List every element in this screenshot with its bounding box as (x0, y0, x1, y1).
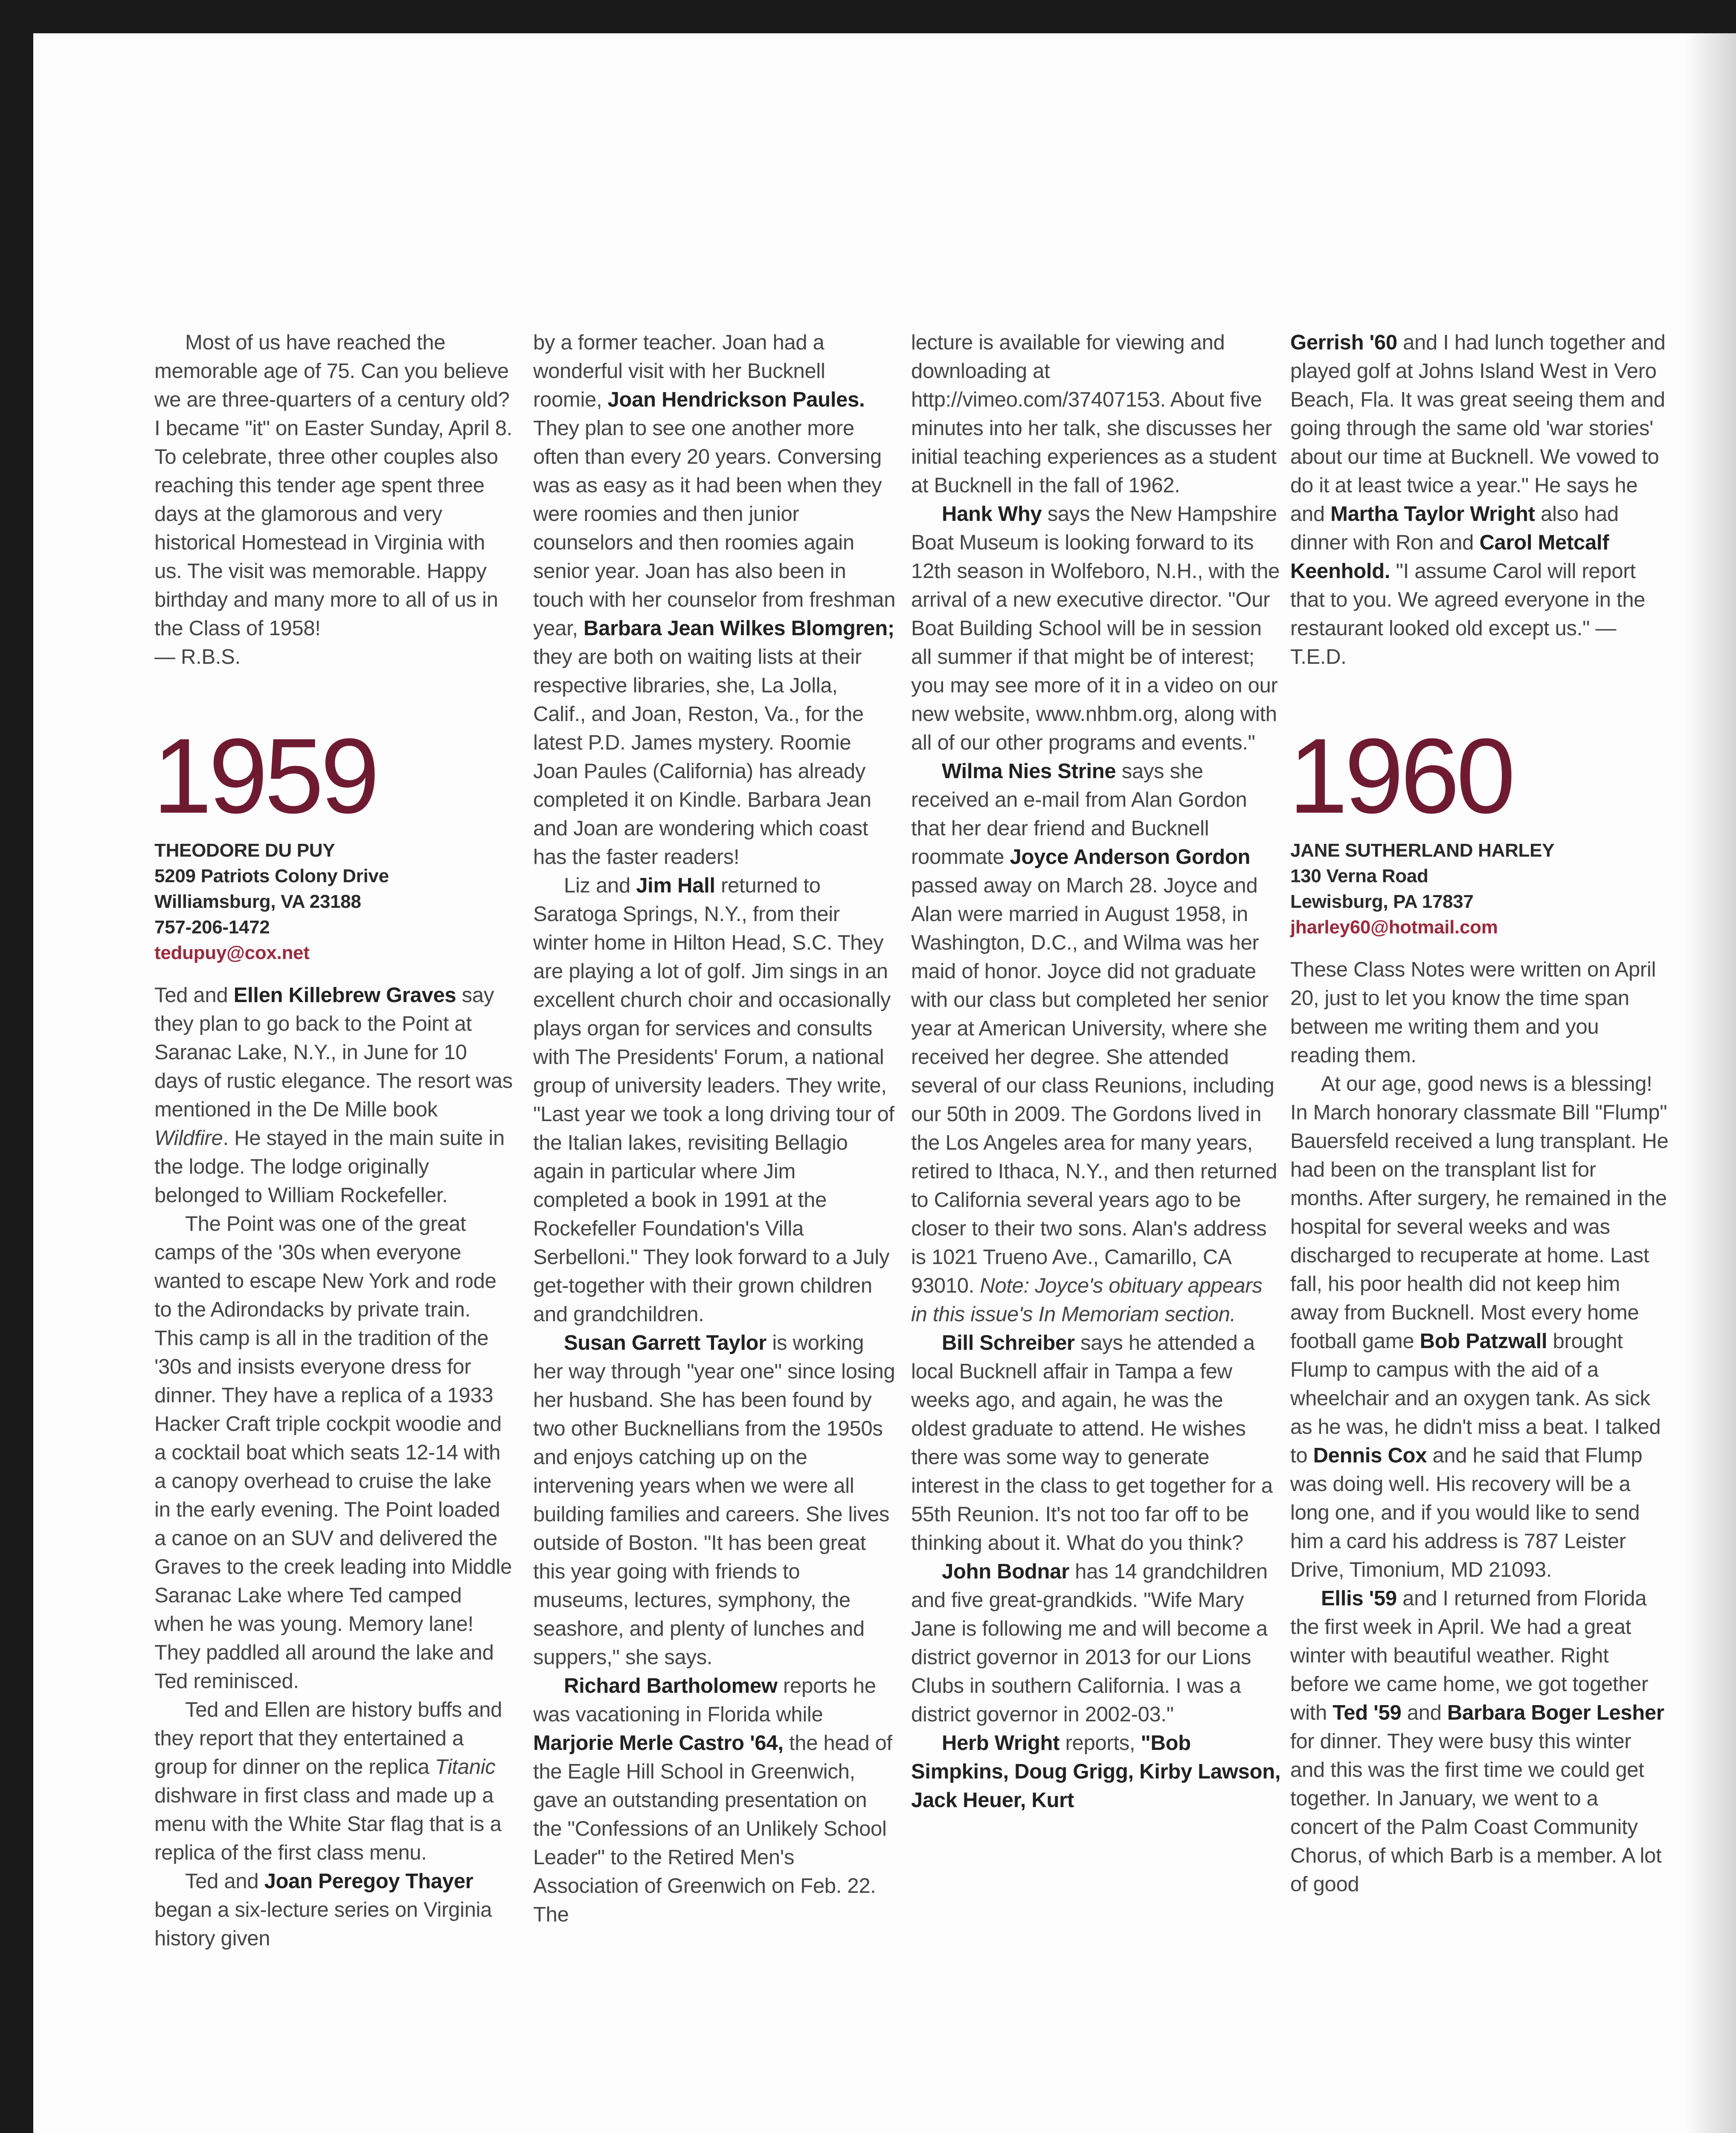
paragraph: Wilma Nies Strine says she received an e-mail from Alan Gordon that her dear friend and Bucknell roommate Joyce Anderson Gordon passed away on March 28. Joyce and Alan were married in August 1958, in Washington, D.C., and Wilma was her maid of honor. Joyce did not graduate with our class but completed her senior year at American University, where she received her degree. She attended several of our class Reunions, including our 50th in 2009. The Gordons lived in the Los Angeles area for many years, retired to Ithaca, N.Y., and then returned to California several years ago to be closer to their two sons. Alan's address is 1021 Trueno Ave., Camarillo, CA 93010. Note: Joyce's obituary appears in this issue's In Memoriam section. (911, 760, 1277, 1326)
correspondent-email: tedupuy@cox.net (154, 942, 310, 963)
paragraph: Hank Why says the New Hampshire Boat Museum is looking forward to its 12th season in Wolfeboro, N.H., with the arrival of a new executive director. "Our Boat Building School will be in session all summer if that might be of interest; you may see more of it in a video on our new website, www.nhbm.org, along with all of our other programs and events." (911, 503, 1280, 754)
paragraph: Ted and Ellen Killebrew Graves say they plan to go back to the Point at Saranac Lake, N.Y., in June for 10 days of rustic elegance. The resort was mentioned in the De Mille book Wildfire. He stayed in the main suite in the lodge. The lodge originally belonged to William Rockefeller. (154, 984, 513, 1207)
column-3 (911, 328, 1282, 1815)
paragraph: Liz and Jim Hall returned to Saratoga Springs, N.Y., from their winter home in Hilton Head, S.C. They are playing a lot of golf. Jim sings in an excellent church choir and occasionally plays organ for services and consults with The Presidents' Forum, a national group of university leaders. They write, "Last year we took a long driving tour of the Italian lakes, revisiting Bellagio again in particular where Jim completed a book in 1991 at the Rockefeller Foundation's Villa Serbelloni." They look forward to a July get-together with their grown children and grandchildren. (533, 874, 894, 1326)
column-2 (533, 328, 896, 1929)
page-edge-shadow (1685, 33, 1736, 2133)
correspondent-name: THEODORE DU PUY (154, 840, 335, 861)
correspondent-street: 5209 Patriots Colony Drive (154, 866, 389, 886)
correspondent-phone: 757-206-1472 (154, 917, 270, 938)
paragraph: Gerrish '60 and I had lunch together and played golf at Johns Island West in Vero Beach, Fla. It was great seeing them and going through the same old 'war stories' about our time at Bucknell. We vowed to do it at least twice a year." He says he and Martha Taylor Wright also had dinner with Ron and Carol Metcalf Keenhold. "I assume Carol will report that to you. We agreed everyone in the restaurant looked old except us." — T.E.D. (1290, 331, 1666, 668)
paragraph: Ted and Joan Peregoy Thayer began a six-lecture series on Virginia history given (154, 1870, 492, 1950)
paragraph: Herb Wright reports, "Bob Simpkins, Doug Grigg, Kirby Lawson, Jack Heuer, Kurt (911, 1732, 1281, 1812)
class-correspondent-1959 (154, 838, 513, 966)
paragraph: Bill Schreiber says he attended a local Bucknell affair in Tampa a few weeks ago, and again, he was the oldest graduate to attend. He wishes there was some way to generate interest in the class to get together for a 55th Reunion. It's not too far off to be thinking about it. What do you think? (911, 1331, 1273, 1555)
paragraph: Ted and Ellen are history buffs and they report that they entertained a group for dinner on the replica Titanic dishware in first class and made up a menu with the White Star flag that is a replica of the first class menu. (154, 1698, 502, 1864)
paragraph: lecture is available for viewing and downloading at http://vimeo.com/37407153. About five minutes into her talk, she discusses her initial teaching experiences as a student at Bucknell in the fall of 1962. (911, 331, 1277, 497)
intro-paragraph: Most of us have reached the memorable age of 75. Can you believe we are three-quarters of a century old? I became "it" on Easter Sunday, April 8. To celebrate, three other couples also reaching this tender age spent three days at the glamorous and very historical Homestead in Virginia with us. The visit was memorable. Happy birthday and many more to all of us in the Class of 1958! — R.B.S. (154, 331, 512, 668)
paragraph: Susan Garrett Taylor is working her way through "year one" since losing her husband. She has been found by two other Bucknellians from the 1950s and enjoys catching up on the intervening years when we were all building families and careers. She lives outside of Boston. "It has been great this year going with friends to museums, lectures, symphony, the seashore, and plenty of lunches and suppers," she says. (533, 1331, 895, 1669)
correspondent-email: jharley60@hotmail.com (1290, 917, 1498, 938)
correspondent-name: JANE SUTHERLAND HARLEY (1290, 840, 1555, 861)
column-4 (1290, 328, 1670, 1899)
class-year-1960: 1960 (1289, 716, 1512, 835)
intro-signoff: — R.B.S. (154, 645, 241, 668)
correspondent-street: 130 Verna Road (1290, 866, 1428, 886)
correspondent-city: Williamsburg, VA 23188 (154, 891, 361, 912)
paragraph: John Bodnar has 14 grandchildren and five great-grandkids. "Wife Mary Jane is following me and will become a district governor in 2013 for our Lions Clubs in southern California. I was a district governor in 2002-03." (911, 1560, 1268, 1726)
class-year-1959: 1959 (153, 716, 377, 835)
paragraph: At our age, good news is a blessing! In March honorary classmate Bill "Flump" Bauersfeld received a lung transplant. He had been on the transplant list for months. After surgery, he remained in the hospital for several weeks and was discharged to recuperate at home. Last fall, his poor health did not keep him away from Bucknell. Most every home football game Bob Patzwall brought Flump to campus with the aid of a wheelchair and an oxygen tank. As sick as he was, he didn't miss a beat. I talked to Dennis Cox and he said that Flump was doing well. His recovery will be a long one, and if you would like to send him a card his address is 787 Leister Drive, Timonium, MD 21093. (1290, 1072, 1669, 1581)
class-correspondent-1960 (1290, 838, 1670, 940)
correspondent-city: Lewisburg, PA 17837 (1290, 891, 1474, 912)
paragraph: Ellis '59 and I returned from Florida the first week in April. We had a great winter with beautiful weather. Right before we came home, we got together with Ted '59 and Barbara Boger Lesher for dinner. They were busy this winter and this was the first time we could get together. In January, we went to a concert of the Palm Coast Community Chorus, of which Barb is a member. A lot of good (1290, 1587, 1664, 1896)
paragraph: These Class Notes were written on April 20, just to let you know the time span between me writing them and you reading them. (1290, 958, 1656, 1067)
paragraph: by a former teacher. Joan had a wonderful visit with her Bucknell roomie, Joan Hendrickson Paules. They plan to see one another more often than every 20 years. Conversing was as easy as it had been when they were roomies and then junior counselors and then roomies again senior year. Joan has also been in touch with her counselor from freshman year, Barbara Jean Wilkes Blomgren; they are both on waiting lists at their respective libraries, she, La Jolla, Calif., and Joan, Reston, Va., for the latest P.D. James mystery. Roomie Joan Paules (California) has already completed it on Kindle. Barbara Jean and Joan are wondering which coast has the faster readers! (533, 331, 896, 869)
paragraph: The Point was one of the great camps of the '30s when everyone wanted to escape New York and rode to the Adirondacks by private train. This camp is all in the tradition of the '30s and insists everyone dress for dinner. They have a replica of a 1933 Hacker Craft triple cockpit woodie and a cocktail boat which seats 12-14 with a canopy overhead to cruise the lake in the early evening. The Point loaded a canoe on an SUV and delivered the Graves to the creek leading into Middle Saranac Lake where Ted camped when he was young. Memory lane! They paddled all around the lake and Ted reminisced. (154, 1212, 512, 1693)
paragraph: Richard Bartholomew reports he was vacationing in Florida while Marjorie Merle Castro '64, the head of the Eagle Hill School in Greenwich, gave an outstanding presentation on the "Confessions of an Unlikely School Leader" to the Retired Men's Association of Greenwich on Feb. 22. The (533, 1674, 892, 1926)
column-1 (154, 328, 513, 1953)
